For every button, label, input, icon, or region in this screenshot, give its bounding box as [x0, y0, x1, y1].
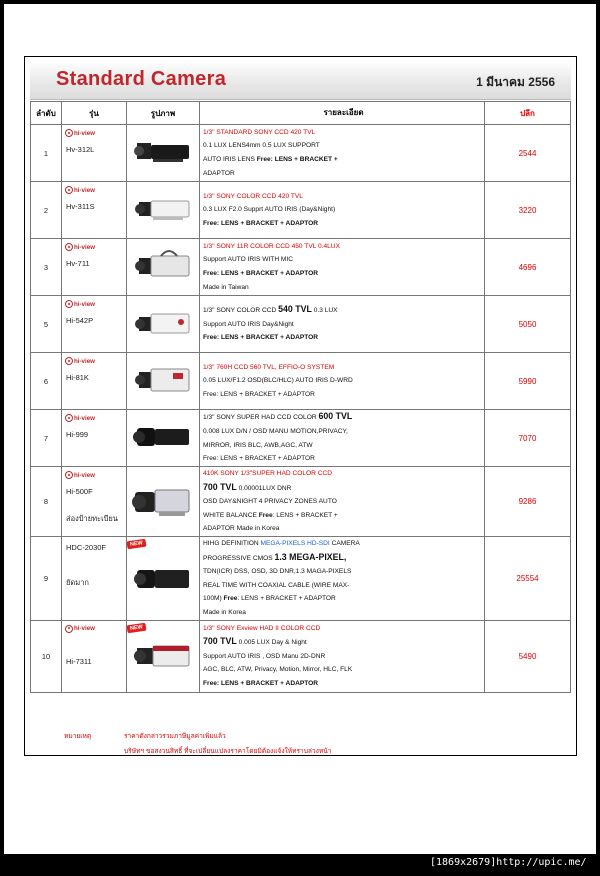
eye-icon	[65, 357, 73, 365]
brand-logo: hi-view	[65, 300, 95, 308]
detail-cell: 1/3" SONY Exview HAD II COLOR CCD 700 TVL 0.005 LUX Day & Night Support AUTO IRIS , OSD Manu 2D-DNR AGC, BLC, ATW, Privacy, Motion, Mirror, HLC, FLK Free: LENS + BRACKET + ADAPTOR	[200, 620, 485, 692]
col-price: ปลีก	[485, 102, 571, 125]
model-name: Hi-7311	[66, 656, 92, 666]
eye-icon	[65, 186, 73, 194]
model-name: Hi-500F	[66, 487, 93, 496]
brand-logo: hi-view	[65, 129, 95, 137]
table-row	[31, 467, 571, 537]
price: 3220	[485, 182, 571, 239]
brand-logo: hi-view	[65, 243, 95, 251]
detail-cell: 1/3" SONY SUPER HAD CCD COLOR 600 TVL 0.008 LUX D/N / OSD MANU MOTION,PRIVACY, MIRROR, IRIS BLC, AWB,AGC, ATW Free: LENS + BRACKET + ADAPTOR	[200, 410, 485, 467]
model-name: Hi-999	[66, 430, 89, 439]
price: 5050	[485, 296, 571, 353]
table-row	[31, 296, 571, 353]
image-host-caption: [1869x2679]http://upic.me/	[430, 857, 587, 868]
col-no: ลำดับ	[31, 102, 62, 125]
model-cell	[62, 620, 127, 692]
detail-cell: 1/3" SONY COLOR CCD 540 TVL 0.3 LUX Support AUTO IRIS Day&Night Free: LENS + BRACKET + ADAPTOR	[200, 296, 485, 353]
box-camera-icon	[131, 131, 195, 175]
detail-cell: 1/3" SONY COLOR CCD 420 TVL 0.3 LUX F2.0 Supprt AUTO IRIS (Day&Night) Free: LENS + BRACKET + ADAPTOR	[200, 182, 485, 239]
model-name: Hv-711	[66, 259, 90, 268]
camera-image	[127, 537, 200, 621]
row-no: 6	[31, 353, 62, 410]
box-camera-icon	[131, 416, 195, 460]
remark-price-change: บริษัทฯ ขอสงวนสิทธิ์ ที่จะเปลี่ยนแปลงราคาโดยมิต้องแจ้งให้ทราบล่วงหน้า	[124, 748, 332, 755]
price: 7070	[485, 410, 571, 467]
box-camera-icon	[131, 302, 195, 346]
detail-cell: 410K SONY 1/3"SUPER HAD COLOR CCD 700 TVL 0.00001LUX DNR OSD DAY&NIGHT 4 PRIVACY ZONES AUTO WHITE BALANCE Free: LENS + BRACKET + ADAPTOR Made in Korea	[200, 467, 485, 537]
camera-image	[127, 125, 200, 182]
model-cell	[62, 467, 127, 537]
col-image: รูปภาพ	[127, 102, 200, 125]
model-cell	[62, 410, 127, 467]
table-row	[31, 353, 571, 410]
eye-icon	[65, 625, 73, 633]
model-note: ยัดมาก	[66, 578, 89, 587]
detail-cell: HIHG DEFINITION MEGA-PIXELS HD-SDI CAMERA PROGRESSIVE CMOS 1.3 MEGA-PIXEL, TDN(ICR) DSS, OSD, 3D DNR,1.3 MAGA-PIXELS REAL TIME WITH COAXIAL CABLE (WIRE MAX- 100M) Free: LENS + BRACKET + ADAPTOR Made in Korea	[200, 537, 485, 621]
model-name: Hi-81K	[66, 373, 89, 382]
col-model: รุ่น	[62, 102, 127, 125]
brand-logo: hi-view	[65, 471, 95, 479]
price-date: 1 มีนาคม 2556	[476, 75, 555, 89]
model-name: Hv-312L	[66, 145, 95, 154]
brand-logo: hi-view	[65, 186, 95, 194]
model-note: ส่องป้ายทะเบียน	[66, 514, 118, 523]
box-camera-icon	[131, 359, 195, 403]
document-page	[4, 4, 596, 854]
model-cell	[62, 537, 127, 621]
model-cell	[62, 182, 127, 239]
camera-image	[127, 467, 200, 537]
eye-icon	[65, 300, 73, 308]
row-no: 8	[31, 467, 62, 537]
row-no: 2	[31, 182, 62, 239]
table-row	[31, 125, 571, 182]
price: 9286	[485, 467, 571, 537]
brand-logo: hi-view	[65, 414, 95, 422]
new-badge: NEW	[127, 622, 147, 633]
camera-image	[127, 296, 200, 353]
model-cell	[62, 296, 127, 353]
box-camera-icon	[131, 556, 195, 600]
price: 5990	[485, 353, 571, 410]
eye-icon	[65, 243, 73, 251]
price: 4696	[485, 239, 571, 296]
camera-image	[127, 620, 200, 692]
camera-image	[127, 410, 200, 467]
table-row	[31, 182, 571, 239]
col-detail: รายละเอียด	[200, 102, 485, 125]
table-row	[31, 410, 571, 467]
camera-image	[127, 353, 200, 410]
eye-icon	[65, 471, 73, 479]
row-no: 10	[31, 620, 62, 692]
box-camera-icon	[131, 634, 195, 678]
model-name: Hv-311S	[66, 202, 95, 211]
detail-cell: 1/3" STANDARD SONY CCD 420 TVL 0.1 LUX LENS4mm 0.5 LUX SUPPORT AUTO IRIS LENS Free: LENS + BRACKET + ADAPTOR	[200, 125, 485, 182]
title-banner	[30, 61, 571, 100]
price: 2544	[485, 125, 571, 182]
table-row	[31, 620, 571, 692]
table-row	[31, 537, 571, 621]
model-name: Hi-542P	[66, 316, 94, 325]
price: 5490	[485, 620, 571, 692]
row-no: 5	[31, 296, 62, 353]
box-camera-icon	[131, 188, 195, 232]
model-cell	[62, 353, 127, 410]
row-no: 1	[31, 125, 62, 182]
row-no: 7	[31, 410, 62, 467]
model-name: HDC-2030F	[66, 543, 107, 552]
remarks-label: หมายเหตุ	[64, 733, 92, 740]
eye-icon	[65, 129, 73, 137]
camera-image	[127, 239, 200, 296]
brand-logo: hi-view	[65, 357, 95, 365]
row-no: 3	[31, 239, 62, 296]
box-camera-icon	[131, 245, 195, 289]
box-camera-icon	[131, 480, 195, 524]
page-title: Standard Camera	[56, 68, 227, 90]
new-badge: NEW	[127, 539, 147, 550]
detail-cell: 1/3" 760H CCD 560 TVL, EFFIO-O SYSTEM 0.05 LUX/F1.2 OSD(BLC/HLC) AUTO IRIS D-WRD Free: LENS + BRACKET + ADAPTOR	[200, 353, 485, 410]
detail-cell: 1/3" SONY 11R COLOR CCD 450 TVL 0.4LUX Support AUTO IRIS WITH MIC Free: LENS + BRACKET + ADAPTOR Made in Taiwan	[200, 239, 485, 296]
price-table	[30, 101, 571, 693]
model-cell	[62, 125, 127, 182]
camera-image	[127, 182, 200, 239]
table-row	[31, 239, 571, 296]
model-cell	[62, 239, 127, 296]
eye-icon	[65, 414, 73, 422]
price: 25554	[485, 537, 571, 621]
table-header-row	[31, 102, 571, 125]
row-no: 9	[31, 537, 62, 621]
remark-vat: ราคาดังกล่าวรวมภาษีมูลค่าเพิ่มแล้ว	[124, 733, 226, 740]
brand-logo: hi-view	[65, 625, 95, 633]
